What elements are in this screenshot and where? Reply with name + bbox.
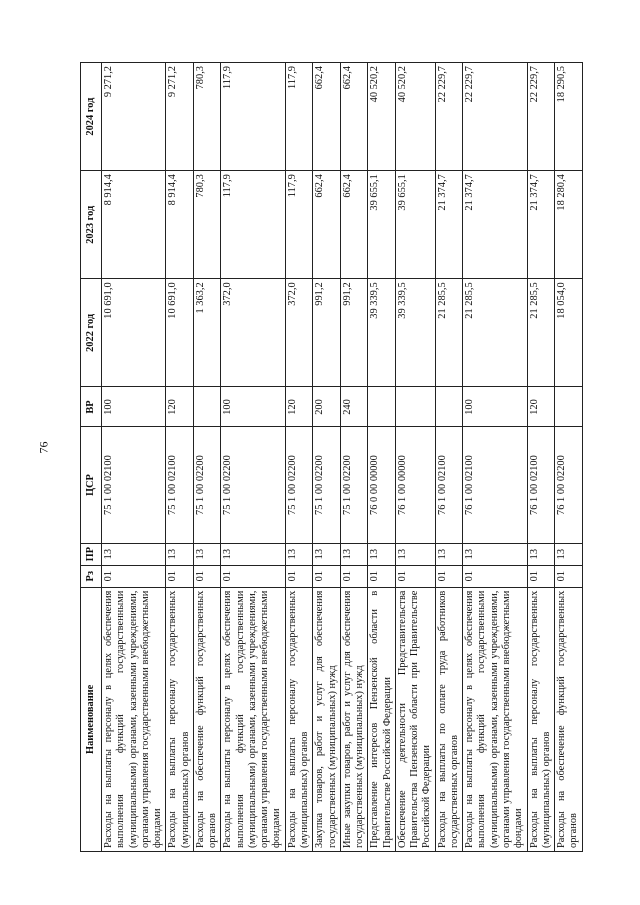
table-row	[395, 63, 435, 852]
cell-y2022: 21 285,5	[463, 279, 527, 387]
header-rz: Рз	[81, 565, 102, 587]
cell-pr: 13	[102, 543, 166, 565]
cell-name: Расходы на выплаты персоналу в целях обеспечения выполнения функций государственными (муниципальными) органами, казенными учреждениями, органами управления государственными внебюджетными фондами	[221, 587, 285, 851]
cell-y2024: 22 229,7	[463, 63, 527, 171]
table-row	[555, 63, 583, 852]
cell-name: Расходы на выплаты по оплате труда работников государственных органов	[435, 587, 463, 851]
cell-y2023: 21 374,7	[527, 171, 555, 279]
cell-y2024: 9 271,2	[102, 63, 166, 171]
cell-csr: 75 1 00 02200	[285, 427, 313, 543]
budget-table	[80, 62, 583, 852]
cell-rz: 01	[285, 565, 313, 587]
cell-rz: 01	[102, 565, 166, 587]
header-pr: ПР	[81, 543, 102, 565]
cell-y2024: 22 229,7	[527, 63, 555, 171]
cell-y2022: 39 339,5	[368, 279, 396, 387]
cell-y2023: 21 374,7	[463, 171, 527, 279]
cell-y2023: 117,9	[221, 171, 285, 279]
cell-y2023: 39 655,1	[395, 171, 435, 279]
cell-name: Расходы на обеспечение функций государственных органов	[193, 587, 221, 851]
cell-name: Обеспечение деятельности Представительства Правительства Пензенской области при Правительстве Российской Федерации	[395, 587, 435, 851]
cell-y2024: 22 229,7	[435, 63, 463, 171]
cell-y2022: 991,2	[313, 279, 341, 387]
cell-vr: 120	[527, 387, 555, 427]
table-row	[368, 63, 396, 852]
cell-y2024: 40 520,2	[368, 63, 396, 171]
table-row	[193, 63, 221, 852]
cell-y2022: 372,0	[221, 279, 285, 387]
cell-y2024: 662,4	[340, 63, 368, 171]
cell-y2022: 18 054,0	[555, 279, 583, 387]
cell-rz: 01	[463, 565, 527, 587]
cell-csr: 75 1 00 02100	[166, 427, 194, 543]
cell-csr: 76 1 00 02100	[527, 427, 555, 543]
cell-y2023: 662,4	[313, 171, 341, 279]
cell-y2022: 21 285,5	[435, 279, 463, 387]
table-row	[166, 63, 194, 852]
cell-pr: 13	[313, 543, 341, 565]
cell-pr: 13	[340, 543, 368, 565]
cell-csr: 75 1 00 02100	[102, 427, 166, 543]
cell-y2023: 117,9	[285, 171, 313, 279]
cell-y2023: 18 280,4	[555, 171, 583, 279]
table-row	[102, 63, 166, 852]
cell-vr: 100	[221, 387, 285, 427]
cell-rz: 01	[395, 565, 435, 587]
cell-rz: 01	[555, 565, 583, 587]
cell-rz: 01	[193, 565, 221, 587]
table-row	[221, 63, 285, 852]
cell-rz: 01	[435, 565, 463, 587]
cell-csr: 75 1 00 02200	[313, 427, 341, 543]
cell-csr: 75 1 00 02200	[221, 427, 285, 543]
cell-vr	[435, 387, 463, 427]
cell-name: Расходы на выплаты персоналу государственных (муниципальных) органов	[166, 587, 194, 851]
cell-rz: 01	[527, 565, 555, 587]
cell-y2022: 10 691,0	[102, 279, 166, 387]
cell-name: Иные закупки товаров, работ и услуг для обеспечения государственных (муниципальных) нужд	[340, 587, 368, 851]
cell-vr: 100	[463, 387, 527, 427]
cell-pr: 13	[555, 543, 583, 565]
table-row	[435, 63, 463, 852]
cell-y2024: 18 290,5	[555, 63, 583, 171]
cell-pr: 13	[395, 543, 435, 565]
cell-y2023: 662,4	[340, 171, 368, 279]
cell-name: Расходы на выплаты персоналу государственных (муниципальных) органов	[285, 587, 313, 851]
cell-pr: 13	[368, 543, 396, 565]
cell-vr	[555, 387, 583, 427]
cell-vr	[368, 387, 396, 427]
cell-y2022: 372,0	[285, 279, 313, 387]
cell-csr: 76 1 00 02200	[555, 427, 583, 543]
header-2022: 2022 год	[81, 279, 102, 387]
cell-y2022: 991,2	[340, 279, 368, 387]
table-row	[340, 63, 368, 852]
cell-y2023: 8 914,4	[166, 171, 194, 279]
cell-y2024: 117,9	[221, 63, 285, 171]
cell-vr: 120	[285, 387, 313, 427]
cell-y2022: 39 339,5	[395, 279, 435, 387]
cell-y2023: 39 655,1	[368, 171, 396, 279]
cell-y2023: 21 374,7	[435, 171, 463, 279]
cell-name: Расходы на выплаты персоналу в целях обеспечения выполнения функций государственными (муниципальными) органами, казенными учреждениями, органами управления государственными внебюджетными фондами	[102, 587, 166, 851]
cell-name: Расходы на выплаты персоналу государственных (муниципальных) органов	[527, 587, 555, 851]
cell-y2022: 10 691,0	[166, 279, 194, 387]
cell-pr: 13	[435, 543, 463, 565]
cell-name: Закупка товаров, работ и услуг для обеспечения государственных (муниципальных) нужд	[313, 587, 341, 851]
cell-csr: 75 1 00 02200	[193, 427, 221, 543]
cell-name: Расходы на обеспечение функций государственных органов	[555, 587, 583, 851]
cell-csr: 76 1 00 00000	[395, 427, 435, 543]
cell-vr: 200	[313, 387, 341, 427]
cell-y2024: 662,4	[313, 63, 341, 171]
header-csr: ЦСР	[81, 427, 102, 543]
header-2024: 2024 год	[81, 63, 102, 171]
cell-pr: 13	[221, 543, 285, 565]
cell-rz: 01	[221, 565, 285, 587]
cell-rz: 01	[368, 565, 396, 587]
cell-pr: 13	[285, 543, 313, 565]
cell-y2024: 780,3	[193, 63, 221, 171]
cell-csr: 76 0 00 00000	[368, 427, 396, 543]
table-row	[313, 63, 341, 852]
cell-vr: 120	[166, 387, 194, 427]
cell-y2023: 780,3	[193, 171, 221, 279]
budget-table-container	[80, 62, 580, 852]
cell-rz: 01	[340, 565, 368, 587]
table-row	[527, 63, 555, 852]
cell-name: Представление интересов Пензенской области в Правительстве Российской Федерации	[368, 587, 396, 851]
cell-y2022: 1 363,2	[193, 279, 221, 387]
cell-pr: 13	[193, 543, 221, 565]
cell-vr: 240	[340, 387, 368, 427]
cell-vr: 100	[102, 387, 166, 427]
cell-vr	[193, 387, 221, 427]
cell-pr: 13	[527, 543, 555, 565]
cell-y2024: 9 271,2	[166, 63, 194, 171]
header-vr: ВР	[81, 387, 102, 427]
header-name: Наименование	[81, 587, 102, 851]
cell-pr: 13	[166, 543, 194, 565]
cell-name: Расходы на выплаты персоналу в целях обеспечения выполнения функций государственными (муниципальными) органами, казенными учреждениями, органами управления государственными внебюджетными фондами	[463, 587, 527, 851]
cell-y2023: 8 914,4	[102, 171, 166, 279]
table-row	[285, 63, 313, 852]
cell-pr: 13	[463, 543, 527, 565]
cell-vr	[395, 387, 435, 427]
cell-rz: 01	[313, 565, 341, 587]
cell-rz: 01	[166, 565, 194, 587]
cell-y2022: 21 285,5	[527, 279, 555, 387]
table-row	[463, 63, 527, 852]
page-number: 76	[36, 441, 51, 454]
cell-y2024: 117,9	[285, 63, 313, 171]
cell-csr: 76 1 00 02100	[463, 427, 527, 543]
cell-csr: 76 1 00 02100	[435, 427, 463, 543]
header-row	[81, 63, 102, 852]
cell-y2024: 40 520,2	[395, 63, 435, 171]
header-2023: 2023 год	[81, 171, 102, 279]
cell-csr: 75 1 00 02200	[340, 427, 368, 543]
